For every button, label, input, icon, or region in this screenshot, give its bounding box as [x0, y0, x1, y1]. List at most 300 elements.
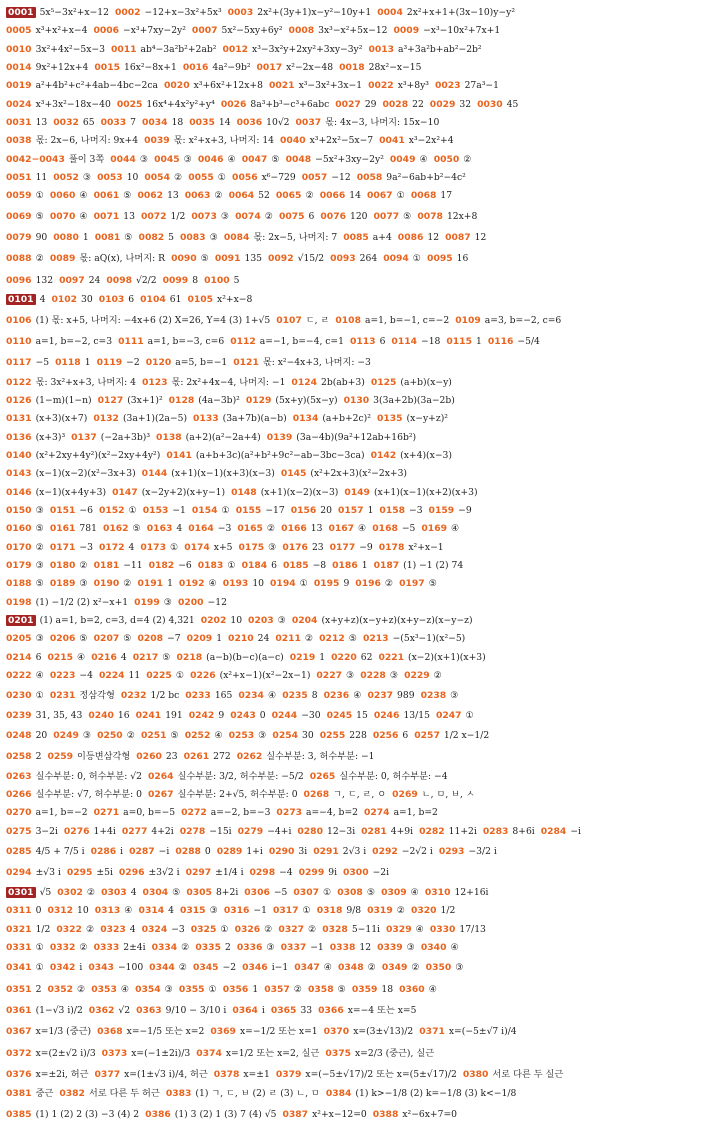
problem-number: 0019	[6, 80, 32, 92]
problem-number: 0122	[6, 376, 32, 388]
problem-number: 0038	[6, 135, 32, 147]
problem-number: 0152	[98, 504, 125, 516]
answer-entry	[455, 313, 561, 328]
problem-number: 0088	[6, 253, 32, 265]
problem-number: 0034	[142, 117, 168, 129]
problem-number: 0330	[429, 923, 456, 935]
problem-number: 0368	[97, 1026, 123, 1038]
answer-entry	[236, 505, 285, 517]
answer-value: 18	[381, 983, 394, 995]
answer-value: ⑤	[79, 633, 88, 645]
answer-entry	[296, 117, 440, 129]
problem-number: 0196	[355, 578, 381, 590]
answer-entry	[59, 1088, 159, 1100]
problem-number: 0267	[148, 789, 174, 801]
answer-entry	[47, 982, 85, 997]
problem-number: 0382	[59, 1088, 85, 1100]
answer-value: 2	[224, 941, 231, 953]
answer-value: ④	[214, 730, 223, 742]
answer-entry	[6, 80, 158, 92]
answer-entry	[50, 560, 88, 572]
answer-value: 몫: aQ(x), 나머지: R	[79, 253, 166, 265]
answer-value: ④	[120, 983, 130, 995]
problem-number: 0270	[6, 807, 32, 819]
problem-number: 0101	[8, 294, 34, 306]
problem-number: 0180	[49, 559, 76, 571]
answer-entry	[6, 615, 195, 627]
problem-number: 0271	[93, 807, 120, 819]
answer-value: x³+x²+x−4	[35, 25, 88, 37]
answer-value: −4+i	[267, 825, 292, 837]
answer-entry	[330, 251, 377, 266]
problem-number: 0229	[404, 670, 430, 682]
answer-line	[6, 135, 695, 147]
problem-number: 0171	[49, 541, 76, 553]
answer-value: ④	[208, 578, 217, 590]
problem-number: 0231	[49, 690, 76, 702]
problem-number: 0063	[184, 190, 211, 202]
answer-value: 9i	[328, 867, 338, 879]
answer-entry	[97, 355, 140, 370]
answer-value: 90	[35, 232, 48, 244]
answer-entry	[103, 523, 141, 535]
answer-value: −i	[570, 825, 581, 837]
problem-number: 0195	[313, 578, 340, 590]
answer-entry	[89, 1003, 130, 1018]
problem-number: 0334	[151, 941, 178, 953]
answer-value: 18	[171, 117, 184, 129]
problem-number: 0192	[178, 578, 205, 590]
problem-number: 0262	[236, 751, 263, 763]
answer-value: −9	[359, 541, 373, 553]
answer-entry	[6, 395, 92, 407]
problem-number: 0188	[6, 578, 32, 590]
answer-value: ②	[264, 923, 273, 935]
answer-value: 15	[356, 709, 368, 721]
problem-number: 0144	[141, 468, 168, 480]
answer-entry	[237, 749, 375, 764]
answer-value: (4a−3b)²	[198, 394, 240, 406]
answer-entry	[235, 209, 273, 224]
answer-value: (x+4)(x−3)	[400, 449, 452, 461]
answer-value: 132	[35, 274, 54, 286]
answer-value: 135	[244, 253, 263, 265]
problem-number: 0353	[91, 983, 117, 995]
answer-entry	[276, 190, 314, 202]
answer-entry	[242, 960, 288, 975]
answer-entry	[143, 887, 181, 899]
answer-value: a=1, b=−1, c=−2	[364, 314, 450, 326]
problem-number: 0235	[282, 690, 308, 702]
answer-entry	[325, 1046, 434, 1061]
answer-value: ②	[173, 172, 183, 184]
problem-number: 0223	[49, 670, 76, 682]
answer-value: 228	[349, 730, 367, 742]
problem-number: 0061	[93, 190, 120, 202]
problem-number: 0378	[213, 1068, 240, 1080]
problem-number: 0288	[175, 846, 201, 858]
answer-entry	[214, 1067, 270, 1082]
problem-number: 0106	[6, 314, 32, 326]
answer-entry	[97, 172, 138, 184]
answer-entry	[421, 688, 459, 703]
answer-value: (a+b)(x−y)	[400, 376, 452, 388]
problem-number: 0281	[361, 825, 387, 837]
problem-number: 0246	[373, 709, 400, 721]
answer-entry	[95, 230, 133, 245]
answer-entry	[228, 633, 269, 645]
answer-value: x³+8y³	[397, 80, 429, 92]
answer-entry	[100, 924, 135, 936]
problem-number: 0318	[316, 905, 343, 917]
answer-value: −7	[167, 633, 181, 645]
answer-entry	[50, 670, 93, 682]
problem-number: 0359	[351, 983, 378, 995]
problem-number: 0029	[429, 98, 456, 110]
answer-entry	[224, 230, 337, 245]
problem-number: 0098	[106, 274, 132, 286]
answer-value: (a+b+3c)(a²+b²+9c²−ab−3bc−3ca)	[195, 449, 365, 461]
answer-value: ②	[79, 559, 88, 571]
answer-value: 2	[35, 751, 42, 763]
problem-number: 0103	[98, 294, 125, 306]
answer-value: ④	[415, 923, 424, 935]
problem-number: 0130	[343, 394, 370, 406]
answer-value: ①	[227, 559, 236, 571]
problem-number: 0258	[6, 751, 32, 763]
answer-value: ⑤	[170, 730, 179, 742]
problem-number: 0348	[338, 962, 364, 974]
problem-number: 0276	[63, 825, 90, 837]
problem-number: 0036	[236, 117, 263, 129]
answer-entry	[190, 670, 310, 682]
problem-number: 0208	[137, 633, 164, 645]
answer-value: ①	[302, 905, 311, 917]
answer-entry	[379, 505, 422, 517]
answer-value: 9x²+12x+4	[35, 62, 89, 74]
answer-value: ②	[123, 578, 132, 590]
answer-entry	[6, 468, 136, 480]
problem-number: 0371	[419, 1026, 445, 1038]
answer-line	[6, 1046, 695, 1061]
answer-entry	[136, 1003, 226, 1018]
problem-number: 0058	[356, 172, 383, 184]
answer-value: −12+x−3x²+5x³	[144, 7, 222, 18]
problem-number: 0352	[47, 983, 74, 995]
answer-value: x²−6x+7=0	[402, 1108, 458, 1120]
answer-value: 정삼각형	[79, 690, 115, 702]
answer-entry	[6, 807, 88, 819]
answer-value: 12+16i	[454, 886, 489, 898]
answer-value: 6	[402, 730, 409, 742]
answer-value: ①	[412, 253, 422, 265]
problem-number: 0075	[278, 210, 305, 222]
answer-line	[6, 652, 695, 664]
problem-number: 0037	[295, 117, 322, 129]
problem-number: 0133	[193, 413, 219, 425]
answer-entry	[112, 487, 225, 499]
answer-value: 몫: x²+x+3, 나머지: 14	[173, 135, 275, 147]
answer-entry	[91, 652, 126, 664]
answer-value: 8a³+b³−c³+6abc	[250, 98, 330, 110]
problem-number: 0070	[49, 210, 76, 222]
problem-number: 0097	[59, 274, 85, 286]
problem-number: 0241	[135, 709, 162, 721]
problem-number: 0140	[6, 449, 32, 461]
answer-value: 1/2	[440, 905, 456, 917]
answer-entry	[196, 1046, 319, 1061]
answer-entry	[330, 542, 373, 554]
problem-number: 0280	[297, 825, 323, 837]
answer-value: ②	[367, 962, 376, 974]
answer-value: 29	[364, 98, 377, 110]
problem-number: 0245	[326, 709, 353, 721]
problem-number: 0119	[96, 357, 123, 369]
answer-entry	[421, 942, 459, 954]
answer-entry	[133, 652, 171, 664]
answer-value: 몫: 2x²+4x−4, 나머지: −1	[171, 376, 286, 388]
problem-number: 0213	[362, 633, 389, 645]
answer-entry	[310, 771, 448, 783]
answer-entry	[231, 487, 338, 499]
problem-number: 0339	[377, 941, 403, 953]
answer-value: ⑤	[348, 633, 357, 645]
problem-number: 0156	[290, 504, 317, 516]
problem-number: 0384	[325, 1088, 352, 1100]
answer-entry	[152, 942, 190, 954]
answer-value: 7	[130, 117, 136, 129]
answer-entry	[94, 190, 132, 202]
answer-entry	[97, 728, 135, 743]
answer-value: ③	[277, 615, 286, 626]
answer-line	[6, 154, 695, 166]
problem-number: 0263	[6, 770, 32, 782]
answer-value: 9/10 − 3/10 i	[165, 1004, 227, 1016]
problem-number: 0013	[368, 43, 395, 55]
answer-value: 52	[258, 190, 270, 202]
problem-number: 0115	[446, 335, 472, 347]
answer-entry	[237, 942, 275, 954]
problem-number: 0251	[140, 730, 167, 742]
answer-value: ②	[463, 153, 472, 165]
answer-entry	[541, 826, 581, 838]
problem-number: 0298	[249, 867, 276, 879]
problem-number: 0074	[235, 210, 261, 222]
answer-value: 65	[82, 117, 95, 129]
problem-number: 0200	[177, 596, 204, 608]
problem-number: 0129	[245, 394, 272, 406]
answer-entry	[335, 313, 449, 328]
problem-number: 0040	[280, 135, 306, 147]
answer-entry	[166, 1088, 320, 1100]
answer-value: 17/13	[459, 923, 486, 935]
problem-number: 0149	[344, 486, 370, 498]
answer-value: ③	[209, 905, 218, 917]
answer-value: ②	[178, 962, 187, 974]
answer-entry	[184, 749, 231, 764]
answer-value: 1	[252, 983, 259, 995]
problem-number: 0237	[367, 690, 394, 702]
answer-entry	[94, 807, 176, 819]
answer-value: −30	[301, 709, 321, 721]
answer-line	[6, 670, 695, 682]
answer-line	[6, 688, 695, 703]
problem-number: 0137	[71, 431, 97, 443]
answer-entry	[6, 172, 47, 184]
answer-line	[6, 62, 695, 74]
problem-number: 0206	[49, 633, 76, 645]
problem-number: 0379	[275, 1068, 302, 1080]
answer-entry	[317, 905, 361, 917]
answer-value: (x+1)(x−2)(x−3)	[260, 486, 339, 498]
answer-value: ①	[208, 983, 217, 995]
answer-value: ④	[428, 983, 437, 995]
answer-value: ②	[308, 923, 317, 935]
answer-entry	[163, 273, 198, 288]
answer-entry	[463, 1067, 563, 1082]
answer-line	[6, 1067, 695, 1082]
answer-entry	[233, 355, 371, 370]
problem-number: 0308	[337, 886, 363, 898]
problem-number: 0164	[188, 523, 214, 535]
problem-number: 0035	[189, 117, 215, 129]
answer-value: x³+3x²−18x−40	[35, 98, 111, 110]
answer-entry	[367, 688, 414, 703]
answer-value: ④	[450, 941, 459, 953]
answer-value: 1	[367, 504, 374, 516]
answer-value: 10√2	[266, 117, 290, 129]
answer-value: ①	[128, 504, 137, 516]
answer-value: 24	[88, 274, 101, 286]
answer-entry	[59, 273, 100, 288]
answer-line	[6, 487, 695, 499]
answer-entry	[364, 807, 438, 819]
answer-entry	[281, 942, 324, 954]
answer-entry	[343, 230, 392, 245]
answer-entry	[246, 395, 338, 407]
problem-number: 0342	[49, 962, 76, 974]
answer-value: ⑤	[35, 523, 44, 535]
answer-entry	[88, 960, 143, 975]
problem-number: 0333	[93, 941, 120, 953]
problem-number: 0354	[135, 983, 161, 995]
answer-value: 0	[259, 709, 266, 721]
answer-entry	[272, 728, 313, 743]
answer-value: −3/2 i	[468, 846, 497, 858]
answer-entry	[419, 826, 477, 838]
answer-line	[6, 230, 695, 245]
problem-number: 0279	[237, 825, 264, 837]
answer-value: ③	[35, 504, 44, 516]
problem-number: 0247	[435, 709, 462, 721]
problem-number: 0232	[120, 690, 147, 702]
problem-number: 0123	[141, 376, 168, 388]
problem-number: 0300	[343, 867, 369, 879]
answer-entry	[140, 542, 178, 554]
answer-value: x=1/2 또는 x=2, 실근	[225, 1047, 320, 1059]
answer-value: i	[79, 962, 83, 974]
answer-entry	[115, 7, 222, 19]
answer-value: 23	[311, 541, 324, 553]
answer-entry	[178, 597, 227, 609]
answer-entry	[183, 62, 251, 74]
problem-number: 0108	[335, 314, 361, 326]
answer-line	[6, 294, 695, 306]
answer-value: (x−2)(x+1)(x+3)	[408, 651, 486, 663]
answer-entry	[425, 887, 489, 899]
problem-number: 0291	[313, 846, 339, 858]
answer-entry	[169, 395, 240, 407]
problem-number: 0078	[417, 210, 443, 222]
problem-number: 0238	[420, 690, 447, 702]
answer-line	[6, 924, 695, 936]
answer-entry	[6, 377, 136, 389]
answer-value: ㄴ, ㅁ, ㅂ, ㅅ	[421, 789, 475, 801]
answer-entry	[101, 887, 136, 899]
problem-number: 0170	[6, 541, 32, 553]
problem-number: 0072	[140, 210, 167, 222]
answer-entry	[191, 209, 229, 224]
problem-number: 0065	[275, 190, 302, 202]
answer-entry	[372, 523, 415, 535]
answer-entry	[430, 924, 486, 936]
answer-value: ①	[35, 690, 44, 702]
answer-value: (x²+x−1)(x²−2x−1)	[219, 670, 311, 682]
problem-number: 0269	[392, 789, 418, 801]
answer-entry	[188, 172, 226, 184]
problem-number: 0022	[368, 80, 394, 92]
answer-entry	[6, 505, 44, 517]
answer-value: −6	[79, 504, 93, 516]
answer-entry	[230, 710, 265, 722]
answer-entry	[117, 99, 215, 111]
answer-entry	[6, 294, 45, 306]
answer-entry	[335, 99, 376, 111]
answer-value: ④	[410, 886, 419, 898]
answer-entry	[404, 670, 442, 682]
answer-value: ②	[305, 190, 314, 202]
problem-number: 0387	[282, 1108, 309, 1120]
problem-number: 0225	[146, 670, 172, 682]
answer-entry	[338, 505, 373, 517]
answer-entry	[99, 294, 134, 306]
problem-number: 0186	[332, 559, 358, 571]
answer-entry	[313, 844, 366, 859]
problem-number: 0234	[238, 690, 264, 702]
answer-line	[6, 251, 695, 266]
answer-entry	[372, 844, 433, 859]
answer-value: ⑤	[337, 983, 346, 995]
answer-entry	[374, 209, 412, 224]
answer-entry	[50, 190, 88, 202]
answer-line	[6, 377, 695, 389]
answer-value: ②	[35, 541, 44, 553]
answer-entry	[6, 942, 44, 954]
answer-value: ②	[264, 210, 273, 222]
answer-value: x=±2i, 허근	[35, 1068, 89, 1080]
problem-number: 0191	[137, 578, 164, 590]
answer-entry	[6, 887, 51, 899]
problem-number: 0026	[220, 98, 247, 110]
problem-number: 0158	[379, 504, 405, 516]
answer-value: −(5x³−1)(x²−5)	[392, 633, 466, 645]
answer-value: 몫: 3x²+x+3, 나머지: 4	[35, 376, 136, 388]
problem-number: 0141	[166, 449, 192, 461]
problem-number: 0243	[230, 709, 256, 721]
problem-number: 0104	[140, 294, 166, 306]
answer-value: a=−4, b=2	[306, 807, 358, 819]
answer-entry	[417, 209, 477, 224]
